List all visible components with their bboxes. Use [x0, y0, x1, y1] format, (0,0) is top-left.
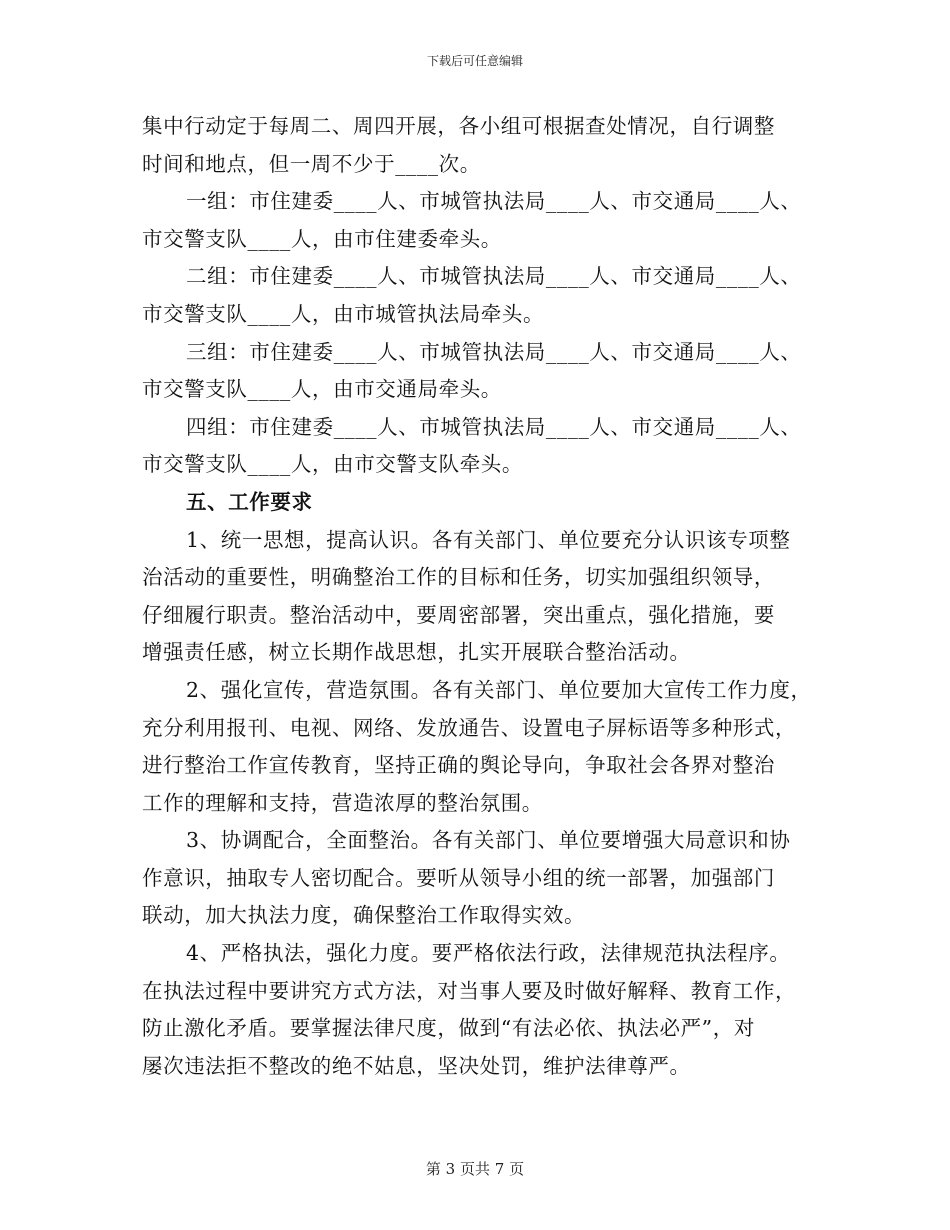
text-line: 集中行动定于每周二、周四开展，各小组可根据查处情况，自行调整: [142, 114, 775, 138]
section-heading: 五、工作要求: [186, 489, 313, 514]
text-line: 一组：市住建委____人、市城管执法局____人、市交通局____人、: [186, 189, 802, 214]
text-line: 进行整治工作宣传教育，坚持正确的舆论导向，争取社会各界对整治: [142, 753, 775, 778]
text-line: 2、强化宣传，营造氛围。各有关部门、单位要加大宣传工作力度，: [186, 677, 812, 702]
text-line: 治活动的重要性，明确整治工作的目标和任务，切实加强组织领导，: [142, 565, 775, 590]
text-line: 市交警支队____人，由市城管执法局牵头。: [142, 301, 545, 326]
text-line: 四组：市住建委____人、市城管执法局____人、市交通局____人、: [186, 414, 802, 439]
text-line: 增强责任感，树立长期作战思想，扎实开展联合整治活动。: [142, 640, 691, 665]
text-line: 二组：市住建委____人、市城管执法局____人、市交通局____人、: [186, 264, 802, 289]
text-line: 4、严格执法，强化力度。要严格依法行政，法律规范执法程序。: [186, 941, 791, 966]
text-line: 屡次违法拒不整改的绝不姑息，坚决处罚，维护法律尊严。: [142, 1053, 691, 1078]
text-line: 在执法过程中要讲究方式方法，对当事人要及时做好解释、教育工作，: [142, 978, 797, 1003]
page-footer: 第 3 页共 7 页: [425, 1160, 525, 1178]
text-line: 三组：市住建委____人、市城管执法局____人、市交通局____人、: [186, 339, 802, 364]
text-line: 市交警支队____人，由市交警支队牵头。: [142, 452, 523, 477]
text-line: 3、协调配合，全面整治。各有关部门、单位要增强大局意识和协: [186, 828, 791, 853]
text-line: 防止激化矛盾。要掌握法律尺度，做到“有法必依、执法必严”，对: [142, 1016, 755, 1041]
text-line: 仔细履行职责。整治活动中，要周密部署，突出重点，强化措施，要: [142, 602, 775, 627]
text-line: 市交警支队____人，由市交通局牵头。: [142, 377, 502, 402]
text-line: 时间和地点，但一周不少于____次。: [142, 151, 481, 176]
text-line: 联动，加大执法力度，确保整治工作取得实效。: [142, 903, 586, 928]
text-line: 1、统一思想，提高认识。各有关部门、单位要充分认识该专项整: [186, 527, 791, 552]
text-line: 工作的理解和支持，营造浓厚的整治氛围。: [142, 790, 543, 815]
text-line: 充分利用报刊、电视、网络、发放通告、设置电子屏标语等多种形式，: [142, 715, 797, 740]
page-header: 下载后可任意编辑: [426, 54, 523, 68]
text-line: 作意识，抽取专人密切配合。要听从领导小组的统一部署，加强部门: [142, 865, 775, 890]
text-line: 市交警支队____人，由市住建委牵头。: [142, 226, 502, 251]
document-body: [142, 108, 822, 1085]
